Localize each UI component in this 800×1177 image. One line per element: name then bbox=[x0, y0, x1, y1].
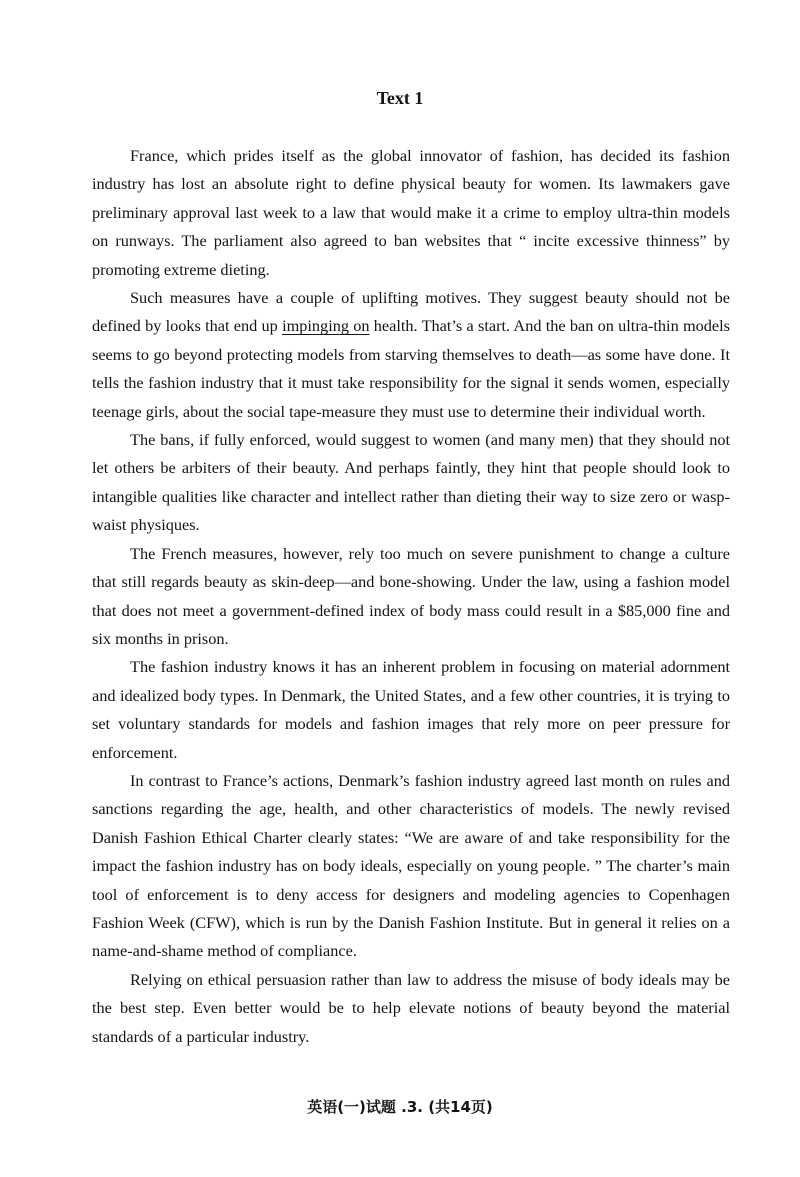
paragraph-4: The French measures, however, rely too much on severe punishment to change a culture that still regards beauty as skin-deep—and bone-showing. Under the law, using a fashion model that does not meet a government-defined index of body mass could result in a $85,000 fine and six months in prison. bbox=[92, 543, 730, 648]
paragraph-2-before: Such measures have a couple of uplifting motives. They suggest beauty should not be defined by looks that end up bbox=[92, 288, 730, 336]
paragraph-2-after: health. That’s a start. And the ban on ultra-thin models seems to go beyond protecting models from starving themselves to death—as some have done. It tells the fashion industry that it must take responsibility for the signal it sends women, especially teenage girls, about the social tape-measure they must use to determine their individual worth. bbox=[92, 316, 730, 421]
passage-title: Text 1 bbox=[376, 88, 424, 108]
paragraph-1: France, which prides itself as the global innovator of fashion, has decided its fashion industry has lost an absolute right to define physical beauty for women. Its lawmakers gave preliminary approval last week to a law that would make it a crime to employ ultra-thin models on runways. The parliament also agreed to ban websites that “ incite excessive thinness” by promoting extreme dieting. bbox=[92, 146, 730, 279]
passage-body bbox=[92, 142, 730, 1051]
underlined-term: impinging on bbox=[282, 316, 370, 336]
paragraph-2 bbox=[92, 284, 730, 426]
paragraph-6: In contrast to France’s actions, Denmark’s fashion industry agreed last month on rules and sanctions regarding the age, health, and other characteristics of models. The newly revised Danish Fashion Ethical Charter clearly states: “We are aware of and take responsibility for the impact the fashion industry has on body ideals, especially on young people. ” The charter’s main tool of enforcement is to deny access for designers and modeling agencies to Copenhagen Fashion Week (CFW), which is run by the Danish Fashion Institute. But in general it relies on a name-and-shame method of compliance. bbox=[92, 770, 730, 961]
paragraph-7: Relying on ethical persuasion rather than law to address the misuse of body ideals may be the best step. Even better would be to help elevate notions of beauty beyond the material standards of a particular industry. bbox=[92, 969, 730, 1046]
paragraph-5: The fashion industry knows it has an inherent problem in focusing on material adornment and idealized body types. In Denmark, the United States, and a few other countries, it is trying to set voluntary standards for models and fashion images that rely more on peer pressure for enforcement. bbox=[92, 657, 730, 762]
paragraph-3: The bans, if fully enforced, would suggest to women (and many men) that they should not let others be arbiters of their beauty. And perhaps faintly, they hint that people should look to intangible qualities like character and intellect rather than dieting their way to size zero or wasp-waist physiques. bbox=[92, 430, 730, 535]
page-footer: 英语(一)试题 .3. (共14页) bbox=[307, 1098, 493, 1116]
